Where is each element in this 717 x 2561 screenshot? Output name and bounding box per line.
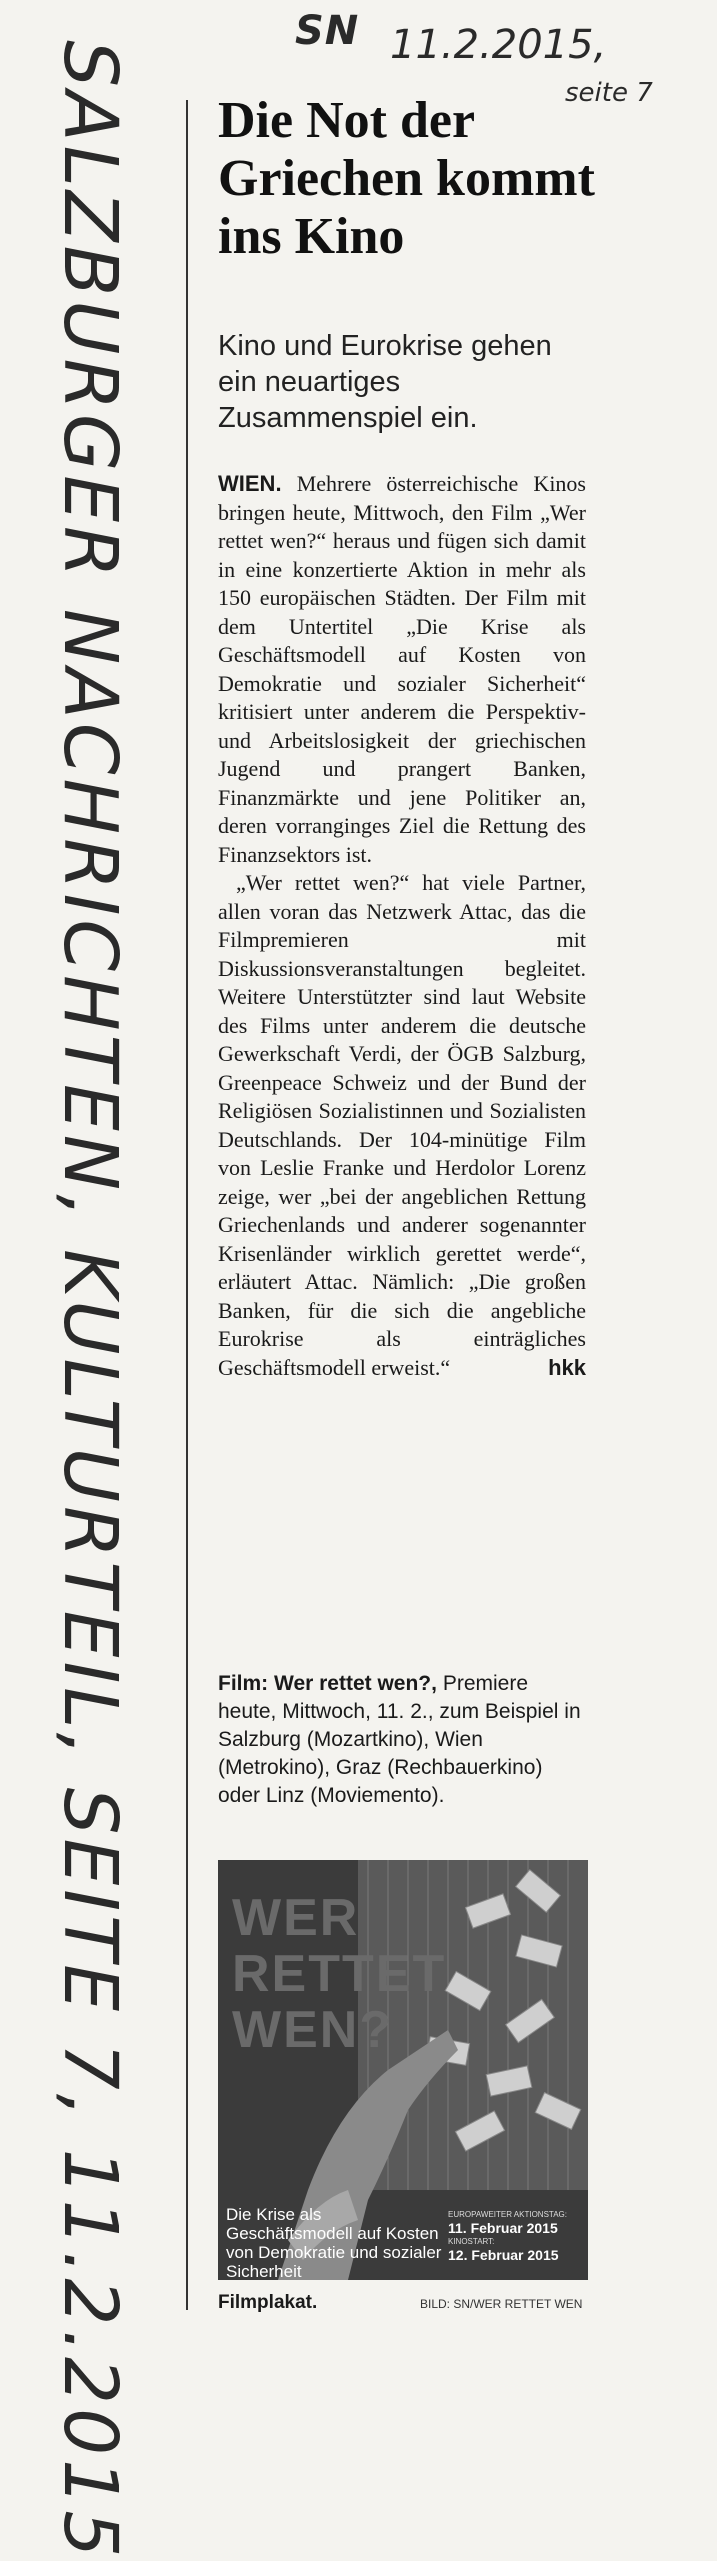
subheadline: Kino und Eurokrise gehen ein neuartiges Zusammenspiel ein. <box>218 330 552 434</box>
handwritten-logo: SN <box>295 8 360 54</box>
article-body <box>218 470 586 1382</box>
paragraph-1 <box>218 470 586 869</box>
paragraph-2-text: „Wer rettet wen?“ hat viele Partner, allen voran das Netzwerk Attac, das die Filmpremieren mit Diskussionsveranstaltungen begleitet. Weitere Unterstützter sind laut Website des Films unter anderem die deutsche Gewerkschaft Verdi, der ÖGB Salzburg, Greenpeace Schweiz und der Bund der Religiösen Sozialistinnen und Sozialisten Deutschlands. Der 104-minütige Film von Leslie Franke und Herdolor Lorenz zeige, wer „bei der angeblichen Rettung Griechenlands und anderer sogenannter Krisenländer wirklich gerettet werde“, erläutert Attac. Nämlich: „Die großen Banken, für die sich die angebliche Eurokrise als einträgliches Geschäftsmodell erweist.“ <box>218 870 586 1380</box>
handwritten-source-note: SALZBURGER NACHRICHTEN, KULTURTEIL, SEITE 7, 11.2.2015 <box>47 40 133 2561</box>
handwritten-date: 11.2.2015, <box>390 22 607 68</box>
poster-title-line-1: WER <box>232 1889 360 1947</box>
film-info-text: Premiere heute, Mittwoch, 11. 2., zum Beispiel in Salzburg (Mozartkino), Wien (Metrokino), Graz (Rechbauerkino) oder Linz (Moviemento). <box>218 1672 581 1807</box>
handwritten-page: seite 7 <box>565 78 653 108</box>
poster-date-1: 11. Februar 2015 <box>448 2220 558 2236</box>
film-poster <box>218 1860 588 2280</box>
column-rule <box>186 100 188 2310</box>
film-info-box <box>218 1670 588 1810</box>
image-caption: Filmplakat. <box>218 2292 318 2313</box>
dateline: WIEN. <box>218 471 282 496</box>
poster-title <box>232 1890 446 2058</box>
headline: Die Not der Griechen kommt ins Kino <box>218 92 595 265</box>
poster-tagline: Die Krise als Geschäftsmodell auf Kosten von Demokratie und sozialer Sicherheit <box>226 2205 442 2280</box>
paragraph-2 <box>218 869 586 1382</box>
image-credit: BILD: SN/WER RETTET WEN <box>420 2297 583 2311</box>
poster-date-2-label: KINOSTART: <box>448 2237 495 2246</box>
poster-dates <box>448 2210 583 2264</box>
poster-title-line-2: RETTET <box>232 1945 447 2003</box>
poster-title-line-3: WEN? <box>232 2001 394 2059</box>
poster-date-2: 12. Februar 2015 <box>448 2247 559 2263</box>
author-initials: hkk <box>548 1354 586 1380</box>
paragraph-1-text: Mehrere österreichische Kinos bringen heute, Mittwoch, den Film „Wer rettet wen?“ heraus und fügen sich damit in eine konzertierte Aktion in mehr als 150 europäischen Städten. Der Film mit dem Untertitel „Die Krise als Geschäftsmodell auf Kosten von Demokratie und sozialer Sicherheit“ kritisiert unter anderem die Perspektiv- und Arbeitslosigkeit der griechischen Jugend und prangert Banken, Finanzmärkte und jene Politiker an, deren vorranginges Ziel die Rettung des Finanzsektors ist. <box>218 471 586 867</box>
film-info-lead: Film: Wer rettet wen?, <box>218 1672 437 1695</box>
poster-date-1-label: EUROPAWEITER AKTIONSTAG: <box>448 2210 567 2219</box>
